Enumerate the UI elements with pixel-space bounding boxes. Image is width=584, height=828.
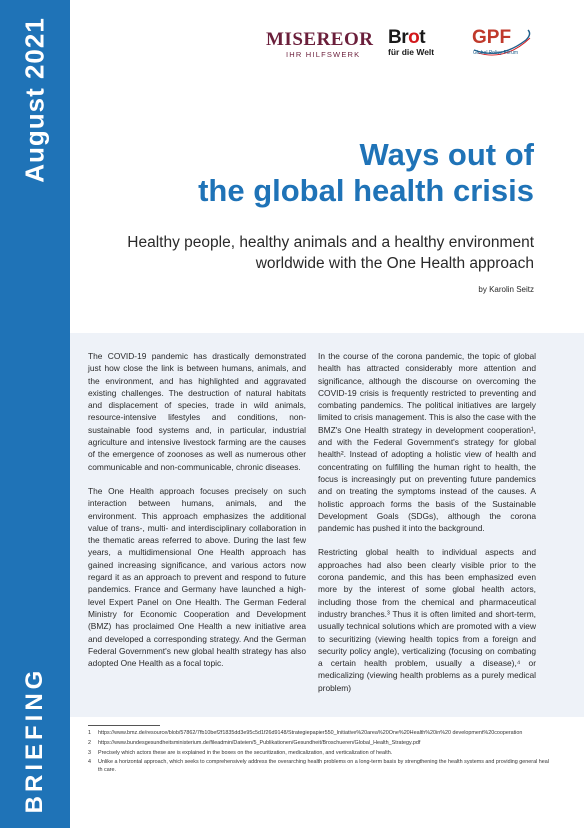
footnote-number: 1 (88, 730, 91, 736)
footnote (88, 730, 550, 738)
footnote (88, 759, 550, 775)
footnote-divider (88, 725, 160, 726)
paragraph: In the course of the corona pandemic, the topic of global health has attracted considerably more attention and significance, although the discourse on overcoming the COVID-19 crisis is frequently restricted to preventing and combating pandemics. The political initiatives are largely limited to crisis management. This is also the case with the BMZ's One Health strategy in development cooperation¹, and with the Federal Government's strategy for global health². Instead of adopting a holistic view of health and concentrating on fulfilling the human right to health, the focus is increasingly put on preventing future pandemics and on treating the symptoms instead of the causes. A holistic approach forms the basis of the Sustainable Development Goals (SDGs), although the corona pandemic has pushed it into the background. (318, 351, 536, 534)
paragraph: Restricting global health to individual aspects and approaches had also been clearly visible prior to the corona pandemic, and this has been emphasized even more by the interest of some global health actors, including those from the chemical and pharmaceutical industry branches.³ Thus it is often limited and short-term, usually technical solutions which are promoted with a view to securitizing (viewing health topics from a foreign and security policy angle), verticalizing (focusing on combating a certain health problem, usually a disease),⁴ or medicalizing (viewing health problems as a purely medical problem) (318, 547, 536, 693)
footnote-link[interactable]: https://www.bmz.de/resource/blob/57862/7fb10bef2f1835dd3e95c5d1f26d9148/Strategiepapier550_Initiative%20area%20One%20Health%20in%20 development%20cooperation (98, 730, 523, 736)
brot-logo-text-start: Br (388, 27, 409, 48)
brot-logo-tagline: für die Welt (388, 47, 435, 57)
partner-logos (266, 26, 566, 66)
gpf-logo-text: GPF (472, 27, 512, 48)
footnote (88, 740, 550, 748)
misereor-logo-tagline: IHR HILFSWERK (286, 50, 361, 59)
title-line-1: Ways out of (359, 137, 534, 172)
footnote-text: Precisely which actors these are is explained in the boxes on the securitization, medicalization, and verticalization of health. (98, 749, 393, 756)
author-byline: by Karolin Seitz (478, 285, 534, 294)
footnotes (88, 730, 550, 777)
brot-fuer-die-welt-logo (388, 28, 448, 57)
sidebar (0, 0, 70, 828)
footnote-text: Unlike a horizontal approach, which seeks to comprehensively address the overarching health problems on a long-term basis by strengthening the health systems and providing general health care. (98, 759, 549, 774)
footnote-number: 3 (88, 749, 91, 756)
footnote-link[interactable]: https://www.bundesgesundheitsministerium.de/fileadmin/Dateien/5_Publikationen/Gesundheit/Broschueren/Global_Health_Strategy.pdf (98, 739, 421, 746)
footnote-number: 4 (88, 759, 91, 766)
paragraph: The One Health approach focuses precisely on such interaction between humans, animals, and the environment. This approach emphasizes the additional value of trans-, multi- and interdisciplinary collaboration in the thematic areas referred to above. During the last few years, a multidimensional One Health approach has gained increasing significance, and various actors now regard it as an approach to prevent and respond to future pandemics. France and Germany have launched a high-level Expert Panel on One Health. The German Federal Ministry for Economic Cooperation and Development (BMZ) has proclaimed One Health a new initiative area and developed a corresponding strategy. And the German Federal Government's new global health strategy has also adopted One Health as a focal topic. (88, 485, 306, 669)
subtitle-line-2: worldwide with the One Health approach (255, 255, 534, 272)
gpf-logo-tagline: Global Policy Forum (473, 50, 519, 56)
footnote (88, 750, 550, 758)
paragraph: The COVID-19 pandemic has drastically demonstrated just how close the link is between humans, animals, and the environment, and has highlighted and aggravated existing challenges. The destruction of natural habitats and displacement of species, trade in wild animals, resource-intensive lifestyles and conditions, non-sustainable food systems and, in particular, industrial agriculture and intensive livestock farming are the causes of the emergence of zoonoses as well as numerous other communicable and non-communicable, chronic diseases. (88, 351, 306, 472)
gpf-logo (470, 26, 540, 66)
body-column-right (318, 350, 536, 706)
document-title (198, 137, 534, 209)
footnote-number: 2 (88, 739, 91, 746)
brot-logo-text (388, 28, 448, 48)
misereor-logo (266, 29, 374, 59)
subtitle-line-1: Healthy people, healthy animals and a healthy environment (127, 234, 534, 251)
document-subtitle (94, 232, 534, 274)
body-column-left (88, 350, 306, 681)
publication-date: August 2021 (19, 17, 50, 183)
brot-logo-text-end: t (419, 27, 426, 48)
misereor-logo-text: MISEREOR (266, 29, 374, 50)
brot-logo-text-o: o (408, 27, 420, 48)
title-line-2: the global health crisis (198, 173, 534, 208)
document-type-label: BRIEFING (21, 666, 48, 814)
